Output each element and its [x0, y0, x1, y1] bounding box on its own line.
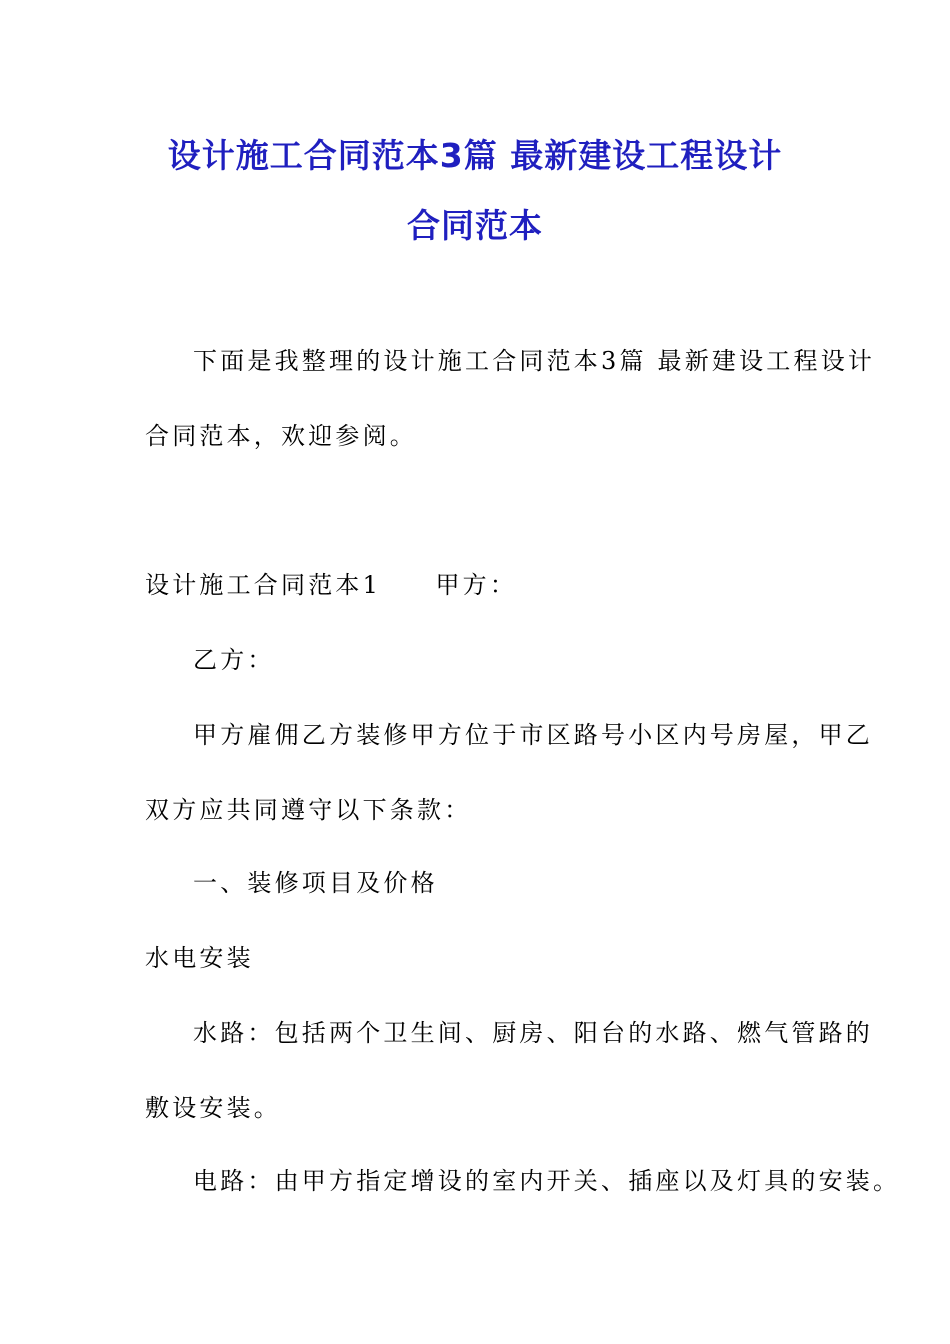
- paragraph-1-line-2: 双方应共同遵守以下条款：: [145, 796, 472, 824]
- water-paragraph-line-2: 敷设安装。: [145, 1094, 281, 1122]
- section-1-heading: 一、装修项目及价格: [193, 869, 438, 897]
- intro-paragraph-line-2: 合同范本，欢迎参阅。: [145, 422, 417, 450]
- intro-paragraph-line-1: 下面是我整理的设计施工合同范本3篇 最新建设工程设计: [193, 347, 876, 375]
- electric-paragraph: 电路：由甲方指定增设的室内开关、插座以及灯具的安装。: [193, 1167, 901, 1195]
- party-b-label: 乙方：: [193, 646, 275, 674]
- water-paragraph-line-1: 水路：包括两个卫生间、厨房、阳台的水路、燃气管路的: [193, 1019, 873, 1047]
- sample-1-heading: 设计施工合同范本1 甲方：: [145, 571, 518, 599]
- paragraph-1-line-1: 甲方雇佣乙方装修甲方位于市区路号小区内号房屋，甲乙: [193, 721, 873, 749]
- document-title-line-2: 合同范本: [407, 206, 543, 245]
- document-title-line-1: 设计施工合同范本3篇 最新建设工程设计: [167, 136, 783, 175]
- item-water-electric: 水电安装: [145, 944, 254, 972]
